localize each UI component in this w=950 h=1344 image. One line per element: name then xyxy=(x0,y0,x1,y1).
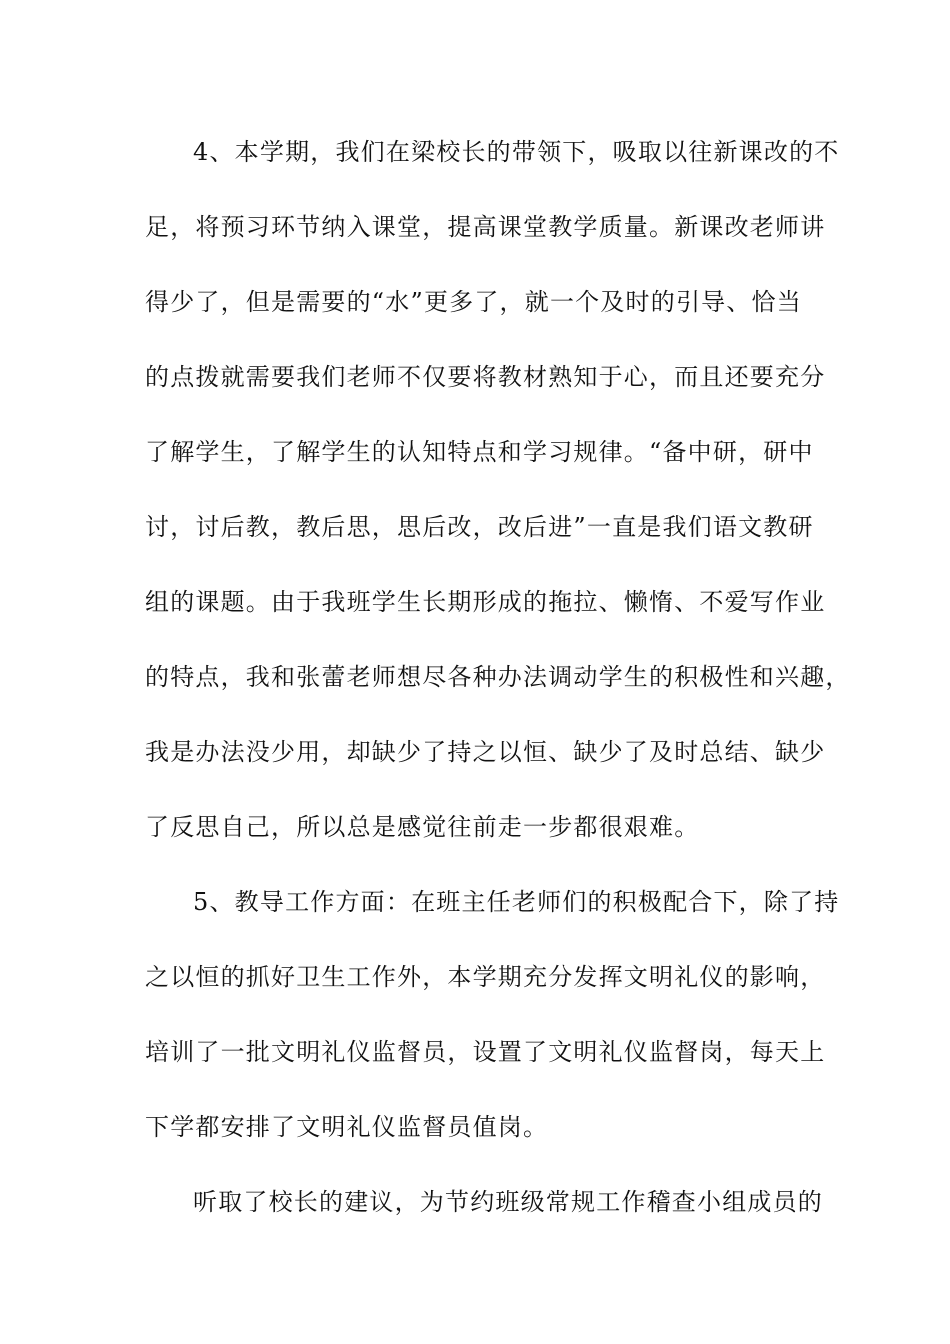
paragraph-4-line-2: 足，将预习环节纳入课堂，提高课堂教学质量。新课改老师讲 xyxy=(145,213,826,241)
paragraph-4-line-7: 组的课题。由于我班学生长期形成的拖拉、懒惰、不爱写作业 xyxy=(145,588,826,616)
paragraph-5-line-3: 培训了一批文明礼仪监督员，设置了文明礼仪监督岗，每天上 xyxy=(145,1038,826,1066)
paragraph-5-line-2: 之以恒的抓好卫生工作外，本学期充分发挥文明礼仪的影响， xyxy=(145,963,826,991)
paragraph-4-line-3: 得少了，但是需要的“水”更多了，就一个及时的引导、恰当 xyxy=(145,288,802,316)
paragraph-4-line-1: 4、本学期，我们在梁校长的带领下，吸取以往新课改的不 xyxy=(193,138,840,166)
paragraph-6-line-1: 听取了校长的建议，为节约班级常规工作稽查小组成员的 xyxy=(193,1188,823,1216)
paragraph-4-line-4: 的点拨就需要我们老师不仅要将教材熟知于心，而且还要充分 xyxy=(145,363,826,391)
paragraph-4-line-5: 了解学生，了解学生的认知特点和学习规律。“备中研，研中 xyxy=(145,438,814,466)
paragraph-4-line-8: 的特点，我和张蕾老师想尽各种办法调动学生的积极性和兴趣， xyxy=(145,663,851,691)
paragraph-4-line-10: 了反思自己，所以总是感觉往前走一步都很艰难。 xyxy=(145,813,700,841)
paragraph-5-line-4: 下学都安排了文明礼仪监督员值岗。 xyxy=(145,1113,549,1141)
paragraph-4-line-9: 我是办法没少用，却缺少了持之以恒、缺少了及时总结、缺少 xyxy=(145,738,826,766)
paragraph-4-line-6: 讨，讨后教，教后思，思后改，改后进”一直是我们语文教研 xyxy=(145,513,814,541)
paragraph-5-line-1: 5、教导工作方面：在班主任老师们的积极配合下，除了持 xyxy=(193,888,840,916)
